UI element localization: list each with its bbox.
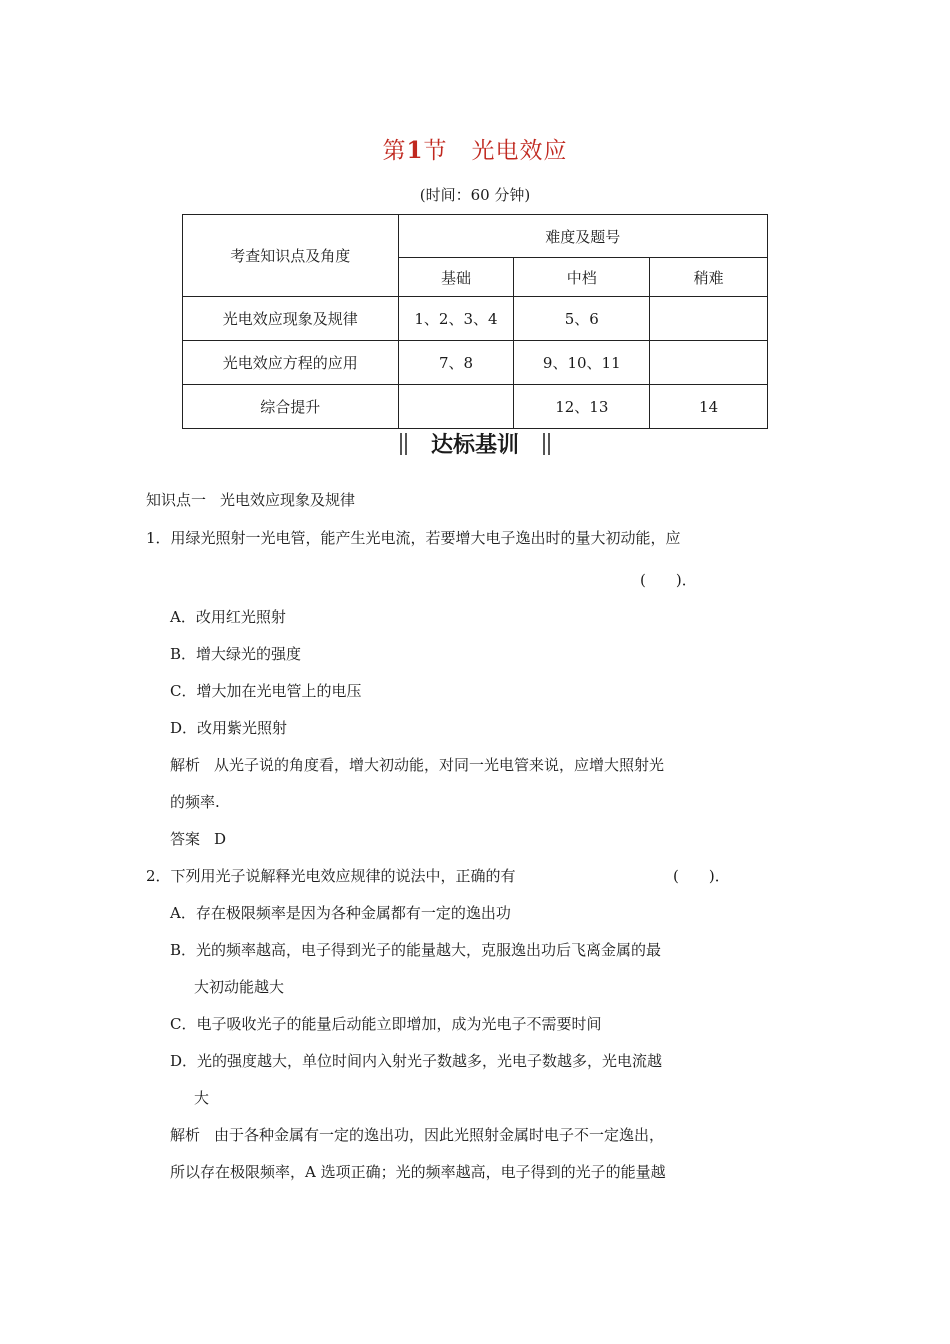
title-suffix: 节 [423,138,448,164]
row-cell: 12、13 [514,385,650,429]
section-banner [0,428,950,459]
row-topic: 光电效应现象及规律 [183,297,399,341]
knowledge-point-name: 光电效应现象及规律 [220,491,356,509]
table-row [183,385,768,429]
question-2-option-b: B．光的频率越高，电子得到光子的能量越大，克服逸出功后飞离金属的最 [170,941,662,959]
header-topic: 考查知识点及角度 [183,215,399,297]
header-difficulty: 难度及题号 [398,215,767,258]
question-1-option-d: D．改用紫光照射 [170,719,288,737]
row-topic: 综合提升 [183,385,399,429]
section-title [0,132,950,165]
question-2-stem: 2．下列用光子说解释光电效应规律的说法中，正确的有 [146,867,516,885]
question-2-option-c: C．电子吸收光子的能量后动能立即增加，成为光电子不需要时间 [170,1015,602,1033]
time-note: (时间：60 分钟) [419,186,531,204]
table-row [183,341,768,385]
row-cell: 14 [650,385,768,429]
question-1-option-c: C．增大加在光电管上的电压 [170,682,362,700]
question-2-option-b-cont: 大初动能越大 [194,978,285,996]
question-1-option-a: A．改用红光照射 [170,608,286,626]
row-cell: 5、6 [514,297,650,341]
row-cell [650,297,768,341]
knowledge-point-label: 知识点一 [146,491,207,509]
question-2-analysis [170,1124,664,1145]
question-1-answer [170,828,226,849]
analysis-label: 解析 [170,756,201,774]
header-level-medium: 中档 [514,258,650,297]
banner-text: 达标基训 [430,433,519,458]
question-1-blank: ( )． [640,571,697,589]
banner-bar-right [543,433,550,455]
question-1-analysis [170,754,664,775]
title-number: 1 [406,137,424,164]
analysis-label: 解析 [170,1126,201,1144]
row-cell [650,341,768,385]
knowledge-point-heading [146,489,355,510]
question-2-blank: ( )． [673,867,730,885]
question-2-option-d: D．光的强度越大，单位时间内入射光子数越多，光电子数越多，光电流越 [170,1052,663,1070]
analysis-text: 由于各种金属有一定的逸出功，因此光照射金属时电子不一定逸出， [214,1126,665,1144]
knowledge-point-table [182,214,768,429]
answer-label: 答案 [170,830,201,848]
row-cell [398,385,514,429]
title-prefix: 第 [382,138,407,164]
header-level-hard: 稍难 [650,258,768,297]
row-cell: 7、8 [398,341,514,385]
row-topic: 光电效应方程的应用 [183,341,399,385]
table-row [183,297,768,341]
question-1-analysis-cont: 的频率. [170,793,220,811]
title-name: 光电效应 [471,138,568,164]
question-1-option-b: B．增大绿光的强度 [170,645,302,663]
analysis-text: 从光子说的角度看，增大初动能，对同一光电管来说，应增大照射光 [214,756,665,774]
banner-bar-left [400,433,407,455]
question-2-option-d-cont: 大 [194,1089,210,1107]
answer-value: D [214,830,227,848]
question-1-stem: 1．用绿光照射一光电管，能产生光电流，若要增大电子逸出时的量大初动能，应 [146,529,681,547]
question-2-option-a: A．存在极限频率是因为各种金属都有一定的逸出功 [170,904,511,922]
question-2-analysis-cont: 所以存在极限频率，A 选项正确；光的频率越高，电子得到的光子的能量越 [170,1163,666,1181]
header-level-basic: 基础 [398,258,514,297]
row-cell: 1、2、3、4 [398,297,514,341]
row-cell: 9、10、11 [514,341,650,385]
